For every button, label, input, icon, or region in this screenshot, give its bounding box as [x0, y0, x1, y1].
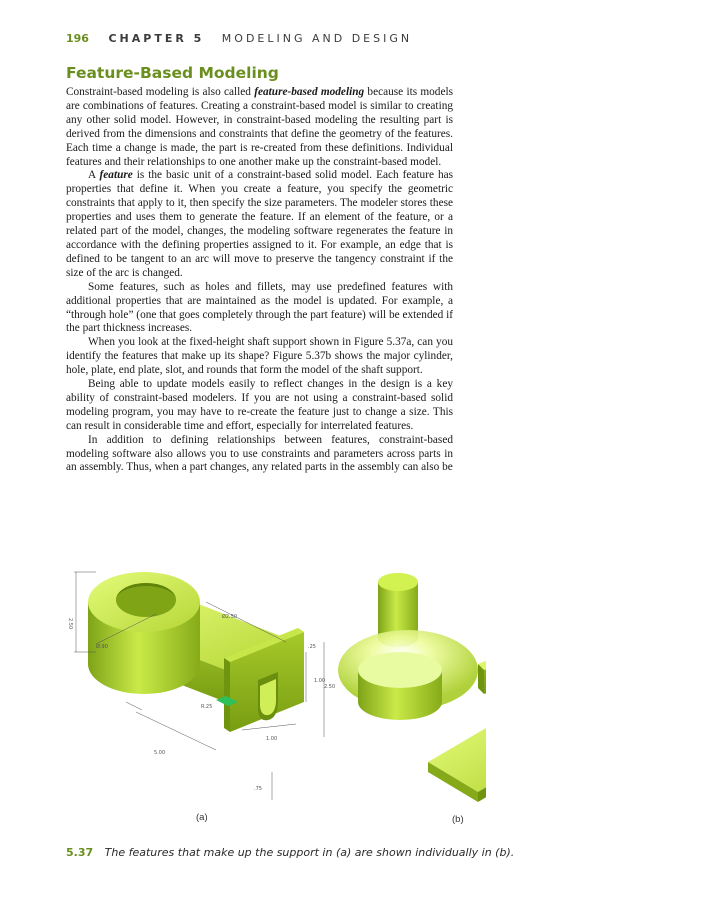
section-title: Feature-Based Modeling	[66, 64, 279, 82]
dim-4: .25	[308, 644, 316, 650]
dim-7: R.25	[201, 704, 213, 710]
figure-5-37	[66, 552, 486, 822]
dim-1: 2.50	[67, 618, 73, 630]
end-plate-side	[224, 658, 230, 732]
dim-3: Ø2.50	[222, 614, 238, 620]
chapter-label: CHAPTER 5	[108, 32, 205, 45]
caption-text: The features that make up the support in (a) are shown individually in (b).	[104, 846, 515, 859]
paragraph-2: A feature is the basic unit of a constraint-based solid model. Each feature has properties that define it. When you create a feature, you specify the geometric constraints that apply to it, then specify the size parameters. The modeler stores these properties and uses them to generate the feature. If an element of the feature, or a related part of the model, changes, the modeling software regenerates the feature in accordance with the defining properties assigned to it. For example, an edge that is defined to be tangent to an arc will move to preserve the tangency constraint if the size of the arc is changed.	[66, 169, 454, 279]
paragraph-5: Being able to update models easily to reflect changes in the design is a key ability of constraint-based modelers. If you are not using a constraint-based solid modeling program, you may have to re-create the feature just to change a size. This can result in considerable time and effort, especially for interrelated features.	[66, 378, 453, 432]
dim-2: Ø.90	[96, 644, 108, 650]
figure-label-a: (a)	[196, 812, 208, 823]
dim-9: 5.00	[154, 750, 166, 756]
page-number: 196	[66, 32, 89, 45]
body-text	[66, 86, 453, 475]
dim-8: 1.00	[266, 736, 278, 742]
caption-number: 5.37	[66, 846, 94, 859]
term-feature: feature	[99, 169, 133, 182]
paragraph-3: Some features, such as holes and fillets, may use predefined features with additional properties that are maintained as the model is updated. For example, a “through hole” (one that goes completely through the part feature) will be extended if the part thickness increases.	[66, 280, 453, 335]
paragraph-6: In addition to defining relationships between features, constraint-based modeling software also allows you to use constraints and parameters across parts in an assembly. Thus, when a part changes, any related parts in the assembly can also be	[66, 433, 453, 474]
dim-5: 1.00	[314, 678, 326, 684]
paragraph-4: When you look at the fixed-height shaft support shown in Figure 5.37a, can you identify the features that make up its shape? Figure 5.37b shows the major cylinder, hole, plate, end plate, slot, and rounds that form the model of the shaft support.	[66, 336, 453, 377]
shaft-support-model	[88, 572, 304, 732]
feature-parts	[338, 573, 486, 802]
term-feature-based-modeling: feature-based modeling	[254, 86, 365, 98]
figure-label-b: (b)	[452, 814, 464, 825]
paragraph-1: Constraint-based modeling is also called feature-based modeling because its models are combinations of features. Creating a constraint-based model is similar to creating any other solid model. However, in constraint-based modeling the resulting part is derived from the dimensions and constraints that define the geometry of the features. Each time a change is made, the part is re-created from these definitions. Individual features and their relationships to one another make up the constraint-based model.	[66, 86, 454, 168]
dim-10: .75	[254, 786, 262, 792]
dim-6: 2.50	[324, 684, 336, 690]
running-head	[66, 32, 412, 48]
figure-caption	[66, 846, 514, 859]
section-label: MODELING AND DESIGN	[221, 32, 413, 45]
